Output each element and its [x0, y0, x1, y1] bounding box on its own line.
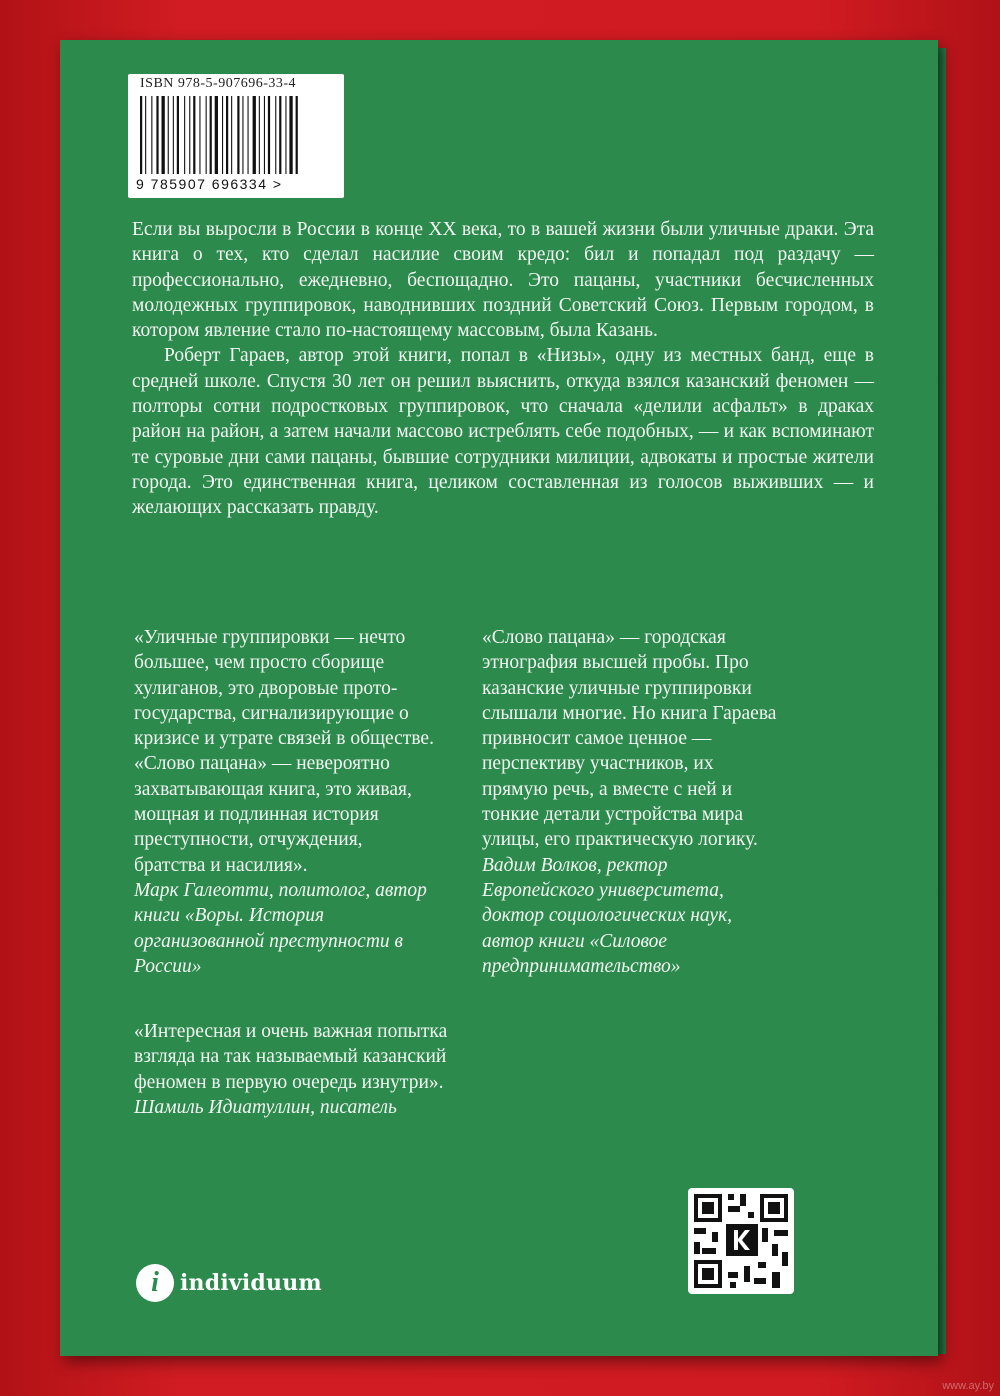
barcode-bar — [242, 96, 243, 174]
isbn-number: 9 785907 696334 > — [136, 176, 283, 192]
barcode-bar — [140, 96, 142, 174]
quote-text: «Уличные группировки — нечто большее, чем просто сборище хулиганов, это дворовые прото-государства, сигнализирующие о кризисе и утрате связей в обществе. «Слово пацана» — невероятно захватывающая книга, это живая, мощная и подлинная история преступности, отчуждения, братства и насилия». — [134, 627, 434, 876]
quote-text: «Слово пацана» — городская этнография высшей пробы. Про казанские уличные группировки слышали многие. Но книга Гараева привносит самое ценное — перспективу участников, их прямую речь, а вместе с ней и тонкие детали устройства мира улицы, его практическую логику. — [482, 627, 777, 851]
barcode-bar — [248, 96, 249, 174]
barcode-bar — [237, 96, 239, 174]
barcode-bar — [199, 96, 200, 174]
qr-code — [688, 1188, 794, 1294]
barcode-bar — [206, 96, 207, 174]
barcode-bar — [296, 96, 298, 174]
barcode-bar — [285, 96, 286, 174]
watermark: www.ay.by — [942, 1380, 994, 1392]
barcode-bar — [231, 96, 232, 174]
barcode-bar — [145, 96, 146, 174]
book-back-cover — [60, 40, 938, 1356]
barcode-bar — [289, 96, 292, 174]
barcode-bar — [279, 96, 281, 174]
barcode-bar — [184, 96, 185, 174]
publisher-name: individuum — [180, 1270, 322, 1296]
review-quote-3 — [134, 1019, 454, 1120]
publisher-logo — [136, 1262, 322, 1304]
quote-author: Марк Галеотти, политолог, автор книги «Воры. История организованной преступности в России» — [134, 879, 427, 977]
barcode-bar — [226, 96, 228, 174]
barcode-bar — [173, 96, 174, 174]
publisher-logo-icon: i — [136, 1264, 174, 1302]
barcode-bar — [275, 96, 276, 174]
barcode-bar — [156, 96, 158, 174]
barcode-icon — [138, 96, 338, 174]
barcode-label — [128, 74, 344, 198]
barcode-bar — [162, 96, 165, 174]
barcode-bar — [259, 96, 260, 174]
barcode-bar — [168, 96, 169, 174]
review-quote-2 — [482, 625, 782, 979]
barcode-bar — [264, 96, 265, 174]
review-quote-1 — [134, 625, 434, 979]
isbn-text: ISBN 978-5-907696-33-4 — [140, 76, 297, 91]
barcode-bar — [222, 96, 223, 174]
quote-text: «Интересная и очень важная попытка взгляда на так называемый казанский феномен в первую очередь изнутри». — [134, 1021, 448, 1093]
book-edge — [938, 48, 946, 1354]
qr-code-icon — [688, 1188, 794, 1294]
barcode-bar — [215, 96, 218, 174]
barcode-bar — [268, 96, 270, 174]
barcode-bar — [253, 96, 256, 174]
barcode-bar — [193, 96, 195, 174]
quote-author: Вадим Волков, ректор Европейского университета, доктор социологических наук, автор книги «Силовое предпринимательство» — [482, 854, 733, 977]
barcode-bar — [210, 96, 212, 174]
description-paragraph-2: Роберт Гараев, автор этой книги, попал в «Низы», одну из местных банд, еще в средней школе. Спустя 30 лет он решил выяснить, откуда взялся казанский феномен — полторы сотни подростковых группировок, что сначала «делили асфальт» в драках район на район, а затем начали массово истреблять себе подобных, — и как вспоминают те суровые дни сами пацаны, бывшие сотрудники милиции, адвокаты и простые жители города. Это единственная книга, целиком составленная из голосов выживших — и желающих рассказать правду. — [132, 345, 874, 519]
barcode-bar — [189, 96, 190, 174]
quote-author: Шамиль Идиатуллин, писатель — [134, 1096, 397, 1118]
book-description — [132, 217, 874, 521]
barcode-bar — [177, 96, 179, 174]
description-paragraph-1: Если вы выросли в России в конце XX века, то в вашей жизни были уличные драки. Эта книга о тех, кто сделал насилие своим кредо: бил и попадал под раздачу — профессионально, ежедневно, беспощадно. Это пацаны, участники бесчисленных молодежных группировок, наводнивших поздний Советский Союз. Первым городом, в котором явление стало по-настоящему массовым, была Казань. — [132, 219, 874, 342]
barcode-bar — [151, 96, 152, 174]
